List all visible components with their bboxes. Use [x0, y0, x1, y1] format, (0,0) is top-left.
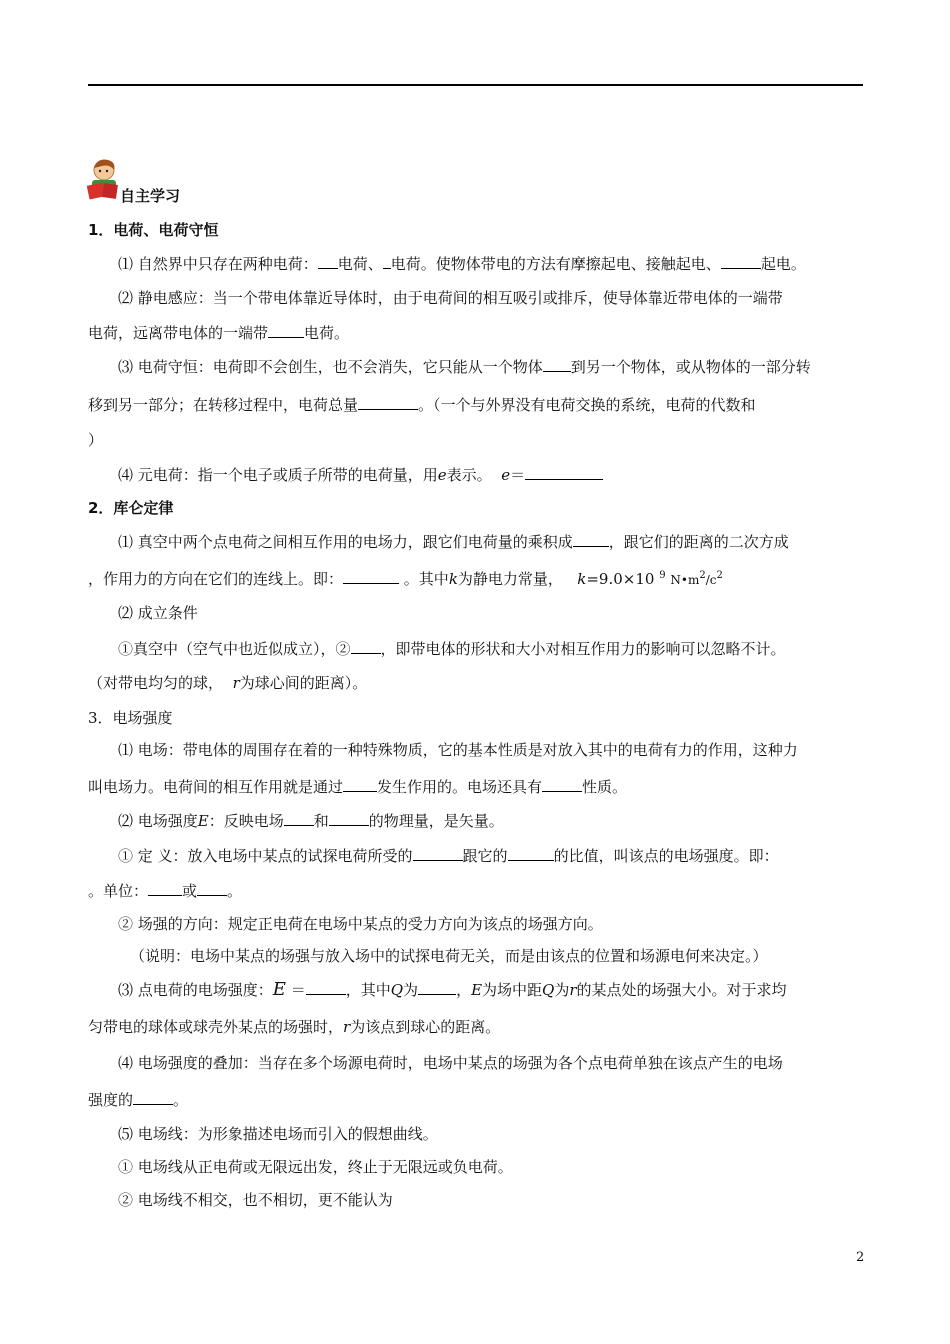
s3-p4-line2: 强度的 。	[88, 1091, 189, 1109]
s2-p2-line2: （对带电均匀的球， r为球心间的距离）。	[88, 674, 368, 692]
s2-p1-line1: ⑴ 真空中两个点电荷之间相互作用的电场力，跟它们电荷量的乘积成 ，跟它们的距离的二次方成	[118, 533, 789, 551]
s2-p2-title: ⑵ 成立条件	[118, 604, 198, 622]
section-3-title: 3．电场强度	[88, 709, 173, 727]
s1-p1: ⑴ 自然界中只存在两种电荷： 电荷、 电荷。使物体带电的方法有摩擦起电、接触起电、 起电。	[118, 255, 806, 273]
s3-p1-line2: 叫电场力。电荷间的相互作用就是通过 发生作用的。电场还具有 性质。	[88, 778, 628, 796]
s3-p2-direction: ② 场强的方向：规定正电荷在电场中某点的受力方向为该点的场强方向。	[118, 915, 603, 933]
student-reading-icon	[86, 158, 120, 204]
s3-p2-units: 。单位： 或 。	[88, 882, 243, 900]
s2-p1-line2: ，作用力的方向在它们的连线上。即： 。其中k为静电力常量， k=9.0×10 $^9$ $N•m^2/c^2$	[88, 570, 723, 588]
header-rule	[88, 84, 863, 86]
s3-p4-line1: ⑷ 电场强度的叠加：当存在多个场源电荷时，电场中某点的场强为各个点电荷单独在该点产生的电场	[118, 1054, 783, 1072]
section-header-title: 自主学习	[120, 187, 181, 205]
s1-p3-line1: ⑶ 电荷守恒：电荷即不会创生，也不会消失，它只能从一个物体 到另一个物体，或从物体的一部分转	[118, 358, 811, 376]
s3-p2-definition: ① 定 义：放入电场中某点的试探电荷所受的 跟它的 的比值，叫该点的电场强度。即：	[118, 847, 779, 865]
s3-p5-item1: ① 电场线从正电荷或无限远出发，终止于无限远或负电荷。	[118, 1158, 513, 1176]
section-2-title: 2．库仑定律	[88, 499, 174, 517]
s3-p1-line1: ⑴ 电场：带电体的周围存在着的一种特殊物质，它的基本性质是对放入其中的电荷有力的作用，这种力	[118, 741, 798, 759]
s1-p4: ⑷ 元电荷：指一个电子或质子所带的电荷量，用e表示。 e＝	[118, 464, 603, 485]
s3-p2: ⑵ 电场强度E：反映电场 和 的物理量，是矢量。	[118, 812, 504, 830]
page-number: 2	[856, 1250, 865, 1265]
s3-p5-item2: ② 电场线不相交，也不相切，更不能认为	[118, 1191, 393, 1209]
s1-p2-line2: 电荷，远离带电体的一端带 电荷。	[88, 324, 350, 342]
s1-p3-line2: 移到另一部分；在转移过程中，电荷总量 。（一个与外界没有电荷交换的系统，电荷的代数和	[88, 396, 756, 414]
s1-p2-line1: ⑵ 静电感应：当一个带电体靠近导体时，由于电荷间的相互吸引或排斥，使导体靠近带电体的一端带	[118, 289, 783, 307]
s3-p3-line1: ⑶ 点电荷的电场强度：E ＝ ，其中Q为 ，E为场中距Q为r的某点处的场强大小。对于求均	[118, 979, 787, 1000]
s3-p5-title: ⑸ 电场线：为形象描述电场而引入的假想曲线。	[118, 1125, 438, 1143]
s1-p3-line3: ）	[88, 431, 104, 449]
s3-note: （说明：电场中某点的场强与放入场中的试探电荷无关，而是由该点的位置和场源电何来决定。）	[130, 947, 768, 965]
s2-p2-line1: ①真空中（空气中也近似成立），② ，即带电体的形状和大小对相互作用力的影响可以忽略不计。	[118, 640, 786, 658]
section-1-title: 1．电荷、电荷守恒	[88, 221, 219, 239]
s3-p3-line2: 匀带电的球体或球壳外某点的场强时，r为该点到球心的距离。	[88, 1018, 501, 1036]
